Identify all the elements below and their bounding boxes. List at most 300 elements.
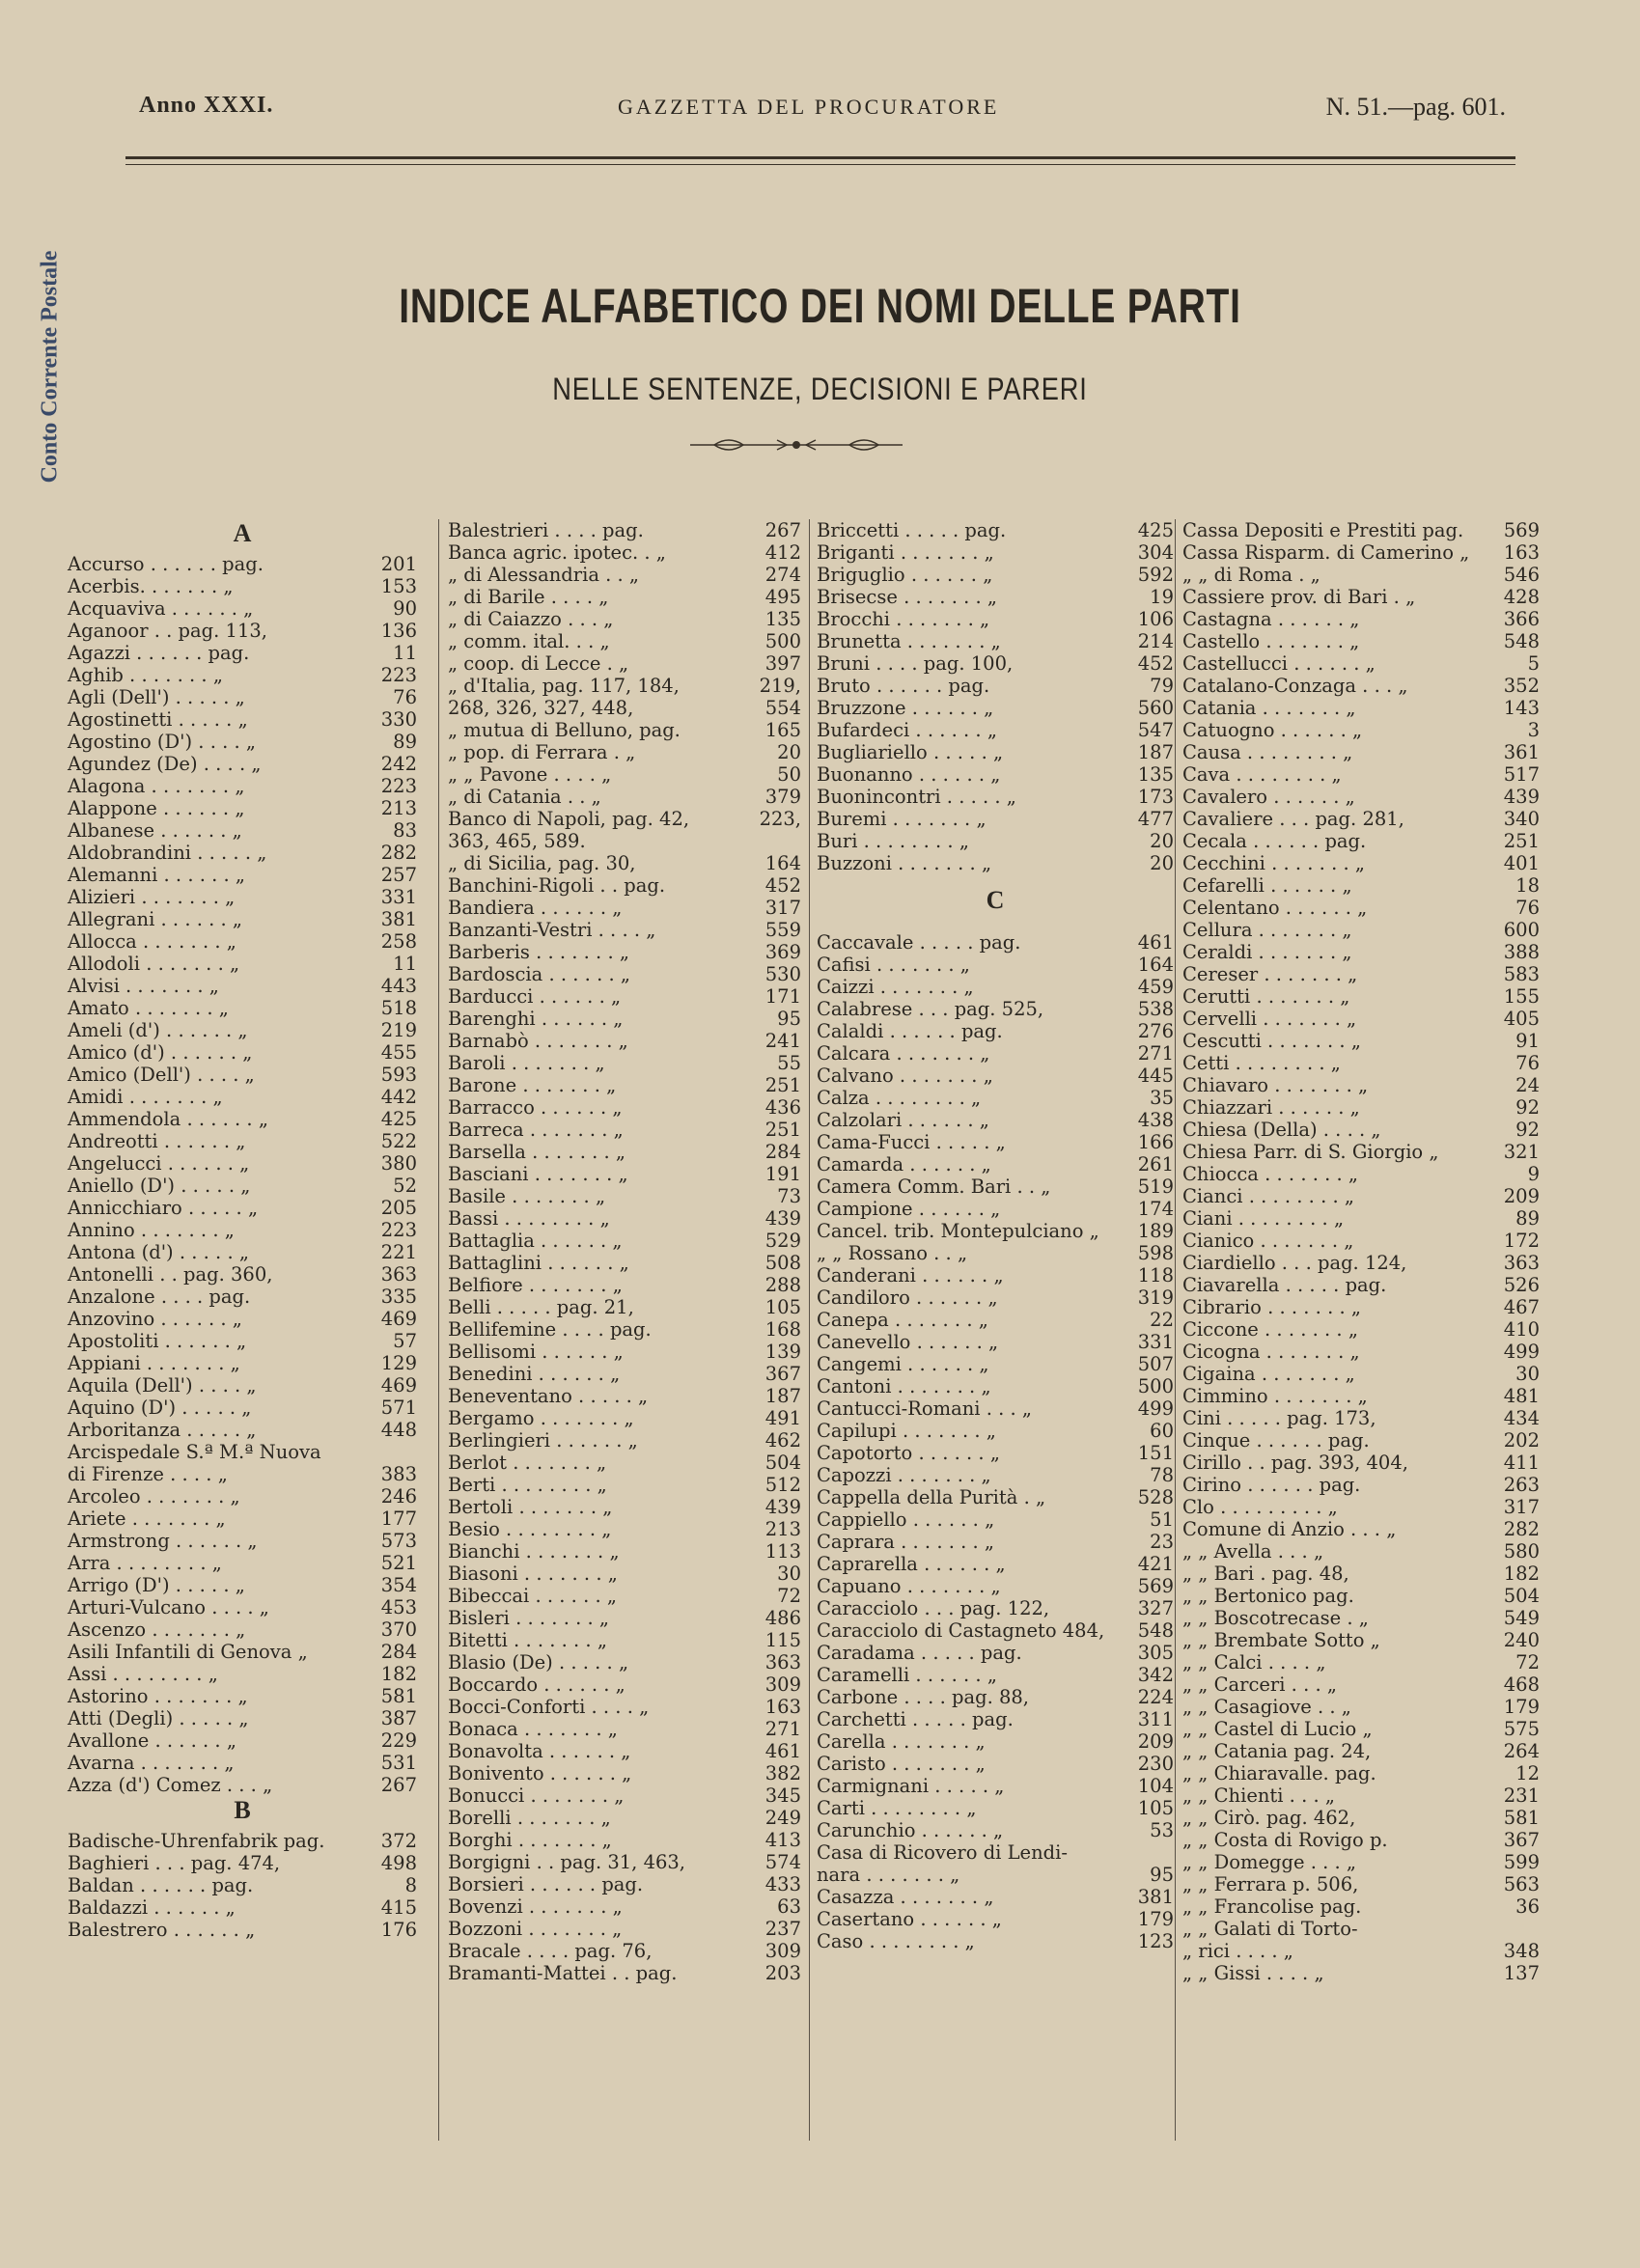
entry-name: Arturi-Vulcano . . . . „ bbox=[68, 1596, 269, 1618]
entry-page: 445 bbox=[1137, 1065, 1174, 1087]
index-entry bbox=[448, 1762, 801, 1784]
entry-page: 106 bbox=[1137, 608, 1174, 630]
entry-name: Baroli . . . . . . . „ bbox=[448, 1052, 605, 1074]
entry-page: 118 bbox=[1137, 1264, 1174, 1286]
entry-page: 166 bbox=[1137, 1131, 1174, 1153]
entry-page: 182 bbox=[380, 1663, 417, 1685]
index-entry bbox=[1182, 1119, 1540, 1141]
entry-name: Albanese . . . . . . „ bbox=[68, 819, 242, 842]
index-entry bbox=[448, 1807, 801, 1829]
entry-name: Calabrese . . . pag. 525, bbox=[817, 998, 1044, 1020]
entry-name: Ameli (d') . . . . . . „ bbox=[68, 1019, 248, 1041]
index-entry bbox=[68, 620, 417, 642]
entry-page: 129 bbox=[380, 1352, 417, 1374]
entry-name: Baldan . . . . . . pag. bbox=[68, 1874, 254, 1896]
entry-name: Arra . . . . . . . . „ bbox=[68, 1552, 222, 1574]
index-entry bbox=[817, 1597, 1174, 1619]
entry-name: „ „ Costa di Rovigo p. bbox=[1182, 1829, 1388, 1851]
entry-page: 139 bbox=[764, 1341, 801, 1363]
index-entry bbox=[817, 630, 1174, 652]
index-column-1 bbox=[68, 519, 417, 1941]
index-entry bbox=[1182, 519, 1540, 541]
index-entry bbox=[68, 1852, 417, 1874]
entry-name: Cianci . . . . . . . . „ bbox=[1182, 1185, 1354, 1207]
entry-name: Annino . . . . . . . „ bbox=[68, 1219, 235, 1241]
index-column-2 bbox=[448, 519, 801, 1984]
entry-name: Cerutti . . . . . . . „ bbox=[1182, 985, 1350, 1008]
entry-page: 559 bbox=[764, 919, 801, 941]
entry-page: 163 bbox=[1503, 541, 1540, 564]
entry-page: 187 bbox=[764, 1385, 801, 1407]
entry-name: Bozzoni . . . . . . . „ bbox=[448, 1918, 623, 1940]
index-entry bbox=[817, 1353, 1174, 1375]
entry-page: 547 bbox=[1137, 719, 1174, 741]
entry-page: 19 bbox=[1150, 586, 1174, 608]
entry-name: Capilupi . . . . . . . „ bbox=[817, 1420, 996, 1442]
index-entry bbox=[68, 797, 417, 819]
entry-page: 136 bbox=[380, 620, 417, 642]
entry-page: 366 bbox=[1503, 608, 1540, 630]
index-entry bbox=[817, 931, 1174, 954]
entry-name: Cirillo . . pag. 393, 404, bbox=[1182, 1452, 1408, 1474]
index-entry bbox=[68, 1308, 417, 1330]
index-entry bbox=[68, 553, 417, 575]
entry-name: Castagna . . . . . . „ bbox=[1182, 608, 1360, 630]
entry-page: 78 bbox=[1150, 1464, 1174, 1486]
entry-name: Allocca . . . . . . . „ bbox=[68, 930, 236, 953]
entry-page: 284 bbox=[380, 1641, 417, 1663]
index-entry bbox=[1182, 1563, 1540, 1585]
entry-page: 574 bbox=[764, 1851, 801, 1873]
entry-name: Baldazzi . . . . . . „ bbox=[68, 1896, 236, 1919]
index-entry bbox=[68, 997, 417, 1019]
entry-page: 381 bbox=[1137, 1886, 1174, 1908]
index-entry bbox=[1182, 675, 1540, 697]
entry-name: Ciardiello . . . pag. 124, bbox=[1182, 1252, 1407, 1274]
entry-name: Caramelli . . . . . . „ bbox=[817, 1664, 997, 1686]
entry-page: 538 bbox=[1137, 998, 1174, 1020]
entry-name: Ariete . . . . . . . „ bbox=[68, 1507, 226, 1530]
entry-name: „ „ Galati di Torto- bbox=[1182, 1918, 1358, 1940]
index-entry bbox=[817, 1309, 1174, 1331]
entry-name: Calaldi . . . . . . pag. bbox=[817, 1020, 1003, 1042]
entry-name: Cibrario . . . . . . . „ bbox=[1182, 1296, 1361, 1318]
entry-name: Camera Comm. Bari . . „ bbox=[817, 1175, 1051, 1198]
entry-page: 425 bbox=[1137, 519, 1174, 541]
index-entry bbox=[448, 874, 801, 897]
entry-name: Bardoscia . . . . . . „ bbox=[448, 963, 630, 985]
index-entry bbox=[448, 675, 801, 697]
entry-page: 569 bbox=[1137, 1575, 1174, 1597]
entry-name: Besio . . . . . . . . „ bbox=[448, 1518, 612, 1540]
index-entry bbox=[448, 1962, 801, 1984]
entry-name: Cassa Depositi e Prestiti pag. bbox=[1182, 519, 1464, 541]
index-entry bbox=[448, 985, 801, 1008]
entry-page: 495 bbox=[764, 586, 801, 608]
entry-page: 5 bbox=[1527, 652, 1540, 675]
entry-page: 105 bbox=[1137, 1797, 1174, 1819]
entry-name: Bruni . . . . pag. 100, bbox=[817, 652, 1014, 675]
index-entry bbox=[448, 1096, 801, 1119]
entry-name: „ pop. di Ferrara . „ bbox=[448, 741, 636, 763]
entry-page: 173 bbox=[1137, 786, 1174, 808]
entry-page: 363 bbox=[764, 1651, 801, 1673]
entry-page: 177 bbox=[380, 1507, 417, 1530]
entry-page: 554 bbox=[764, 697, 801, 719]
entry-page: 340 bbox=[1503, 808, 1540, 830]
index-entry bbox=[1182, 874, 1540, 897]
index-entry bbox=[68, 1919, 417, 1941]
index-entry bbox=[817, 1886, 1174, 1908]
entry-name: Briccetti . . . . . pag. bbox=[817, 519, 1007, 541]
entry-page: 168 bbox=[764, 1318, 801, 1341]
index-entry bbox=[817, 741, 1174, 763]
entry-page: 202 bbox=[1503, 1429, 1540, 1452]
entry-page: 518 bbox=[380, 997, 417, 1019]
entry-name: Armstrong . . . . . . „ bbox=[68, 1530, 258, 1552]
entry-name: Borsieri . . . . . . pag. bbox=[448, 1873, 644, 1895]
index-entry bbox=[1182, 1052, 1540, 1074]
entry-page: 352 bbox=[1503, 675, 1540, 697]
entry-name: Canevello . . . . . . „ bbox=[817, 1331, 999, 1353]
entry-name: Caso . . . . . . . . „ bbox=[817, 1930, 975, 1952]
index-entry bbox=[1182, 1385, 1540, 1407]
entry-page: 455 bbox=[380, 1041, 417, 1064]
entry-name: Bovenzi . . . . . . . „ bbox=[448, 1895, 623, 1918]
entry-name: Chiavaro . . . . . . . „ bbox=[1182, 1074, 1369, 1096]
entry-name: Amico (d') . . . . . . „ bbox=[68, 1041, 253, 1064]
entry-name: Agli (Dell') . . . . . „ bbox=[68, 686, 245, 708]
entry-name: Catania . . . . . . . „ bbox=[1182, 697, 1356, 719]
entry-name: Bocci-Conforti . . . . „ bbox=[448, 1696, 650, 1718]
index-entry bbox=[448, 1540, 801, 1563]
entry-name: Cantoni . . . . . . . „ bbox=[817, 1375, 991, 1397]
index-entry bbox=[448, 1318, 801, 1341]
entry-page: 182 bbox=[1503, 1563, 1540, 1585]
entry-name: Caprarella . . . . . . „ bbox=[817, 1553, 1006, 1575]
entry-name: Buremi . . . . . . . „ bbox=[817, 808, 987, 830]
index-entry bbox=[68, 686, 417, 708]
index-entry bbox=[68, 1729, 417, 1752]
entry-name: Assi . . . . . . . . „ bbox=[68, 1663, 218, 1685]
entry-page: 113 bbox=[764, 1540, 801, 1563]
entry-name: Casazza . . . . . . . „ bbox=[817, 1886, 994, 1908]
entry-name: Brisecse . . . . . . . „ bbox=[817, 586, 997, 608]
entry-page: 569 bbox=[1503, 519, 1540, 541]
index-entry bbox=[1182, 1629, 1540, 1651]
entry-page: 521 bbox=[380, 1552, 417, 1574]
header-journal-title: GAZZETTA DEL PROCURATORE bbox=[618, 95, 1000, 119]
entry-name: Bruzzone . . . . . . „ bbox=[817, 697, 994, 719]
entry-page: 499 bbox=[1503, 1341, 1540, 1363]
entry-name: Belfiore . . . . . . . „ bbox=[448, 1274, 623, 1296]
entry-page: 331 bbox=[380, 886, 417, 908]
entry-name: Alappone . . . . . . „ bbox=[68, 797, 245, 819]
entry-page: 461 bbox=[764, 1740, 801, 1762]
entry-page: 498 bbox=[380, 1852, 417, 1874]
entry-name: Biasoni . . . . . . . „ bbox=[448, 1563, 618, 1585]
index-column-3 bbox=[817, 519, 1174, 1952]
entry-page: 12 bbox=[1515, 1762, 1540, 1784]
entry-page: 401 bbox=[1503, 852, 1540, 874]
entry-page: 354 bbox=[380, 1574, 417, 1596]
index-entry bbox=[1182, 1540, 1540, 1563]
index-entry bbox=[68, 1685, 417, 1707]
entry-page: 317 bbox=[764, 897, 801, 919]
index-entry bbox=[817, 1642, 1174, 1664]
entry-page: 363 bbox=[380, 1263, 417, 1286]
entry-name: Angelucci . . . . . . „ bbox=[68, 1152, 250, 1175]
index-entry bbox=[68, 819, 417, 842]
index-entry bbox=[817, 1553, 1174, 1575]
entry-name: Carti . . . . . . . . „ bbox=[817, 1797, 977, 1819]
entry-name: Barberis . . . . . . . „ bbox=[448, 941, 629, 963]
entry-page: 230 bbox=[1137, 1753, 1174, 1775]
entry-name: Ciavarella . . . . . pag. bbox=[1182, 1274, 1387, 1296]
index-entry bbox=[817, 608, 1174, 630]
entry-name: Asili Infantili di Genova „ bbox=[68, 1641, 308, 1663]
entry-page: 135 bbox=[764, 608, 801, 630]
index-entry bbox=[68, 1197, 417, 1219]
entry-page: 522 bbox=[380, 1130, 417, 1152]
entry-name: Carbone . . . . pag. 88, bbox=[817, 1686, 1029, 1708]
entry-name: Causa . . . . . . . . „ bbox=[1182, 741, 1353, 763]
entry-name: Balestrero . . . . . . „ bbox=[68, 1919, 256, 1941]
entry-page: 348 bbox=[1503, 1940, 1540, 1962]
entry-name: Bonaca . . . . . . . „ bbox=[448, 1718, 618, 1740]
entry-name: Carchetti . . . . . pag. bbox=[817, 1708, 1014, 1730]
entry-name: Annicchiaro . . . . . „ bbox=[68, 1197, 259, 1219]
index-entry bbox=[1182, 1185, 1540, 1207]
entry-page: 438 bbox=[1137, 1109, 1174, 1131]
index-entry bbox=[817, 1331, 1174, 1353]
entry-name: Bugliariello . . . . . „ bbox=[817, 741, 1004, 763]
index-entry bbox=[68, 1352, 417, 1374]
index-entry bbox=[448, 852, 801, 874]
index-entry bbox=[68, 1896, 417, 1919]
entry-name: Catalano-Conzaga . . . „ bbox=[1182, 675, 1408, 697]
index-entry bbox=[68, 1552, 417, 1574]
entry-page: 592 bbox=[1137, 564, 1174, 586]
index-entry bbox=[448, 1629, 801, 1651]
entry-page: 219, bbox=[759, 675, 801, 697]
entry-page: 72 bbox=[777, 1585, 801, 1607]
entry-page: 381 bbox=[380, 908, 417, 930]
index-entry bbox=[448, 1563, 801, 1585]
entry-page: 174 bbox=[1137, 1198, 1174, 1220]
entry-name: Basile . . . . . . . „ bbox=[448, 1185, 606, 1207]
index-entry bbox=[1182, 1829, 1540, 1851]
entry-name: Avallone . . . . . . „ bbox=[68, 1729, 236, 1752]
entry-page: 30 bbox=[777, 1563, 801, 1585]
entry-page: 267 bbox=[380, 1774, 417, 1796]
index-entry bbox=[448, 1429, 801, 1452]
index-entry bbox=[1182, 1429, 1540, 1452]
entry-name: Banco di Napoli, pag. 42, bbox=[448, 808, 690, 830]
index-entry bbox=[68, 575, 417, 597]
entry-name: Castello . . . . . . . „ bbox=[1182, 630, 1360, 652]
entry-name: 268, 326, 327, 448, bbox=[448, 697, 634, 719]
index-entry bbox=[817, 719, 1174, 741]
header-year: Anno XXXI. bbox=[139, 93, 274, 118]
index-entry bbox=[448, 1274, 801, 1296]
entry-page: 258 bbox=[380, 930, 417, 953]
index-entry bbox=[1182, 1607, 1540, 1629]
column-separator bbox=[809, 519, 810, 2141]
entry-name: Balestrieri . . . . pag. bbox=[448, 519, 644, 541]
entry-name: Arcoleo . . . . . . . „ bbox=[68, 1485, 240, 1507]
entry-page: 428 bbox=[1503, 586, 1540, 608]
index-entry bbox=[448, 608, 801, 630]
entry-page: 213 bbox=[380, 797, 417, 819]
entry-name: Aganoor . . pag. 113, bbox=[68, 620, 267, 642]
entry-page: 367 bbox=[764, 1363, 801, 1385]
index-entry bbox=[448, 1895, 801, 1918]
entry-page: 369 bbox=[764, 941, 801, 963]
entry-name: „ „ Cirò. pag. 462, bbox=[1182, 1807, 1356, 1829]
index-entry bbox=[448, 1163, 801, 1185]
entry-name: Bonucci . . . . . . . „ bbox=[448, 1784, 625, 1807]
entry-name: Barracco . . . . . . „ bbox=[448, 1096, 623, 1119]
index-entry bbox=[68, 642, 417, 664]
entry-name: Barreca . . . . . . . „ bbox=[448, 1119, 624, 1141]
index-entry bbox=[68, 1752, 417, 1774]
entry-name: Bellisomi . . . . . . „ bbox=[448, 1341, 624, 1363]
entry-page: 504 bbox=[764, 1452, 801, 1474]
index-title: INDICE ALFABETICO DEI NOMI DELLE PARTI bbox=[399, 279, 1241, 333]
entry-page: 224 bbox=[1137, 1686, 1174, 1708]
entry-name: „ „ Chiaravalle. pag. bbox=[1182, 1762, 1376, 1784]
index-entry bbox=[817, 786, 1174, 808]
entry-name: „ „ Ferrara p. 506, bbox=[1182, 1873, 1359, 1895]
entry-name: Cavaliere . . . pag. 281, bbox=[1182, 808, 1404, 830]
index-entry bbox=[1182, 1962, 1540, 1984]
entry-name: Cavalero . . . . . . „ bbox=[1182, 786, 1355, 808]
entry-page: 519 bbox=[1137, 1175, 1174, 1198]
entry-name: Berlot . . . . . . . „ bbox=[448, 1452, 607, 1474]
header-rule-thick bbox=[125, 156, 1515, 159]
index-entry bbox=[1182, 1851, 1540, 1873]
entry-name: Allodoli . . . . . . . „ bbox=[68, 953, 240, 975]
entry-page: 83 bbox=[393, 819, 417, 842]
entry-name: „ „ Casagiove . . „ bbox=[1182, 1696, 1351, 1718]
entry-page: 213 bbox=[764, 1518, 801, 1540]
entry-name: Cappella della Purità . „ bbox=[817, 1486, 1046, 1508]
index-entry bbox=[68, 1441, 417, 1463]
index-entry bbox=[817, 1020, 1174, 1042]
index-entry bbox=[448, 1829, 801, 1851]
entry-name: Cimmino . . . . . . . „ bbox=[1182, 1385, 1368, 1407]
entry-name: „ di Caiazzo . . . „ bbox=[448, 608, 614, 630]
index-entry bbox=[817, 852, 1174, 874]
entry-page: 321 bbox=[1503, 1141, 1540, 1163]
index-entry bbox=[448, 1496, 801, 1518]
index-entry bbox=[1182, 608, 1540, 630]
entry-name: Cava . . . . . . . . „ bbox=[1182, 763, 1342, 786]
index-entry bbox=[68, 1086, 417, 1108]
entry-page: 251 bbox=[1503, 830, 1540, 852]
entry-name: Alemanni . . . . . . „ bbox=[68, 864, 246, 886]
entry-page: 23 bbox=[1150, 1531, 1174, 1553]
entry-name: Astorino . . . . . . . „ bbox=[68, 1685, 248, 1707]
index-entry bbox=[1182, 1030, 1540, 1052]
entry-name: Acquaviva . . . . . . „ bbox=[68, 597, 254, 620]
index-entry bbox=[1182, 1940, 1540, 1962]
entry-page: 251 bbox=[764, 1074, 801, 1096]
entry-page: 500 bbox=[764, 630, 801, 652]
entry-name: Bruto . . . . . . pag. bbox=[817, 675, 990, 697]
entry-name: Atti (Degli) . . . . . „ bbox=[68, 1707, 249, 1729]
index-entry bbox=[68, 975, 417, 997]
entry-page: 251 bbox=[764, 1119, 801, 1141]
entry-name: Caradama . . . . . pag. bbox=[817, 1642, 1022, 1664]
index-entry bbox=[68, 1130, 417, 1152]
entry-page: 55 bbox=[777, 1052, 801, 1074]
entry-name: Alvisi . . . . . . . „ bbox=[68, 975, 219, 997]
entry-name: Catuogno . . . . . . „ bbox=[1182, 719, 1363, 741]
index-entry bbox=[817, 1464, 1174, 1486]
index-entry bbox=[1182, 852, 1540, 874]
entry-page: 73 bbox=[777, 1185, 801, 1207]
entry-name: Agostino (D') . . . . „ bbox=[68, 731, 256, 753]
entry-name: Bibeccai . . . . . . „ bbox=[448, 1585, 617, 1607]
entry-name: Bonavolta . . . . . . „ bbox=[448, 1740, 631, 1762]
entry-page: 115 bbox=[764, 1629, 801, 1651]
index-entry bbox=[448, 1696, 801, 1718]
entry-page: 164 bbox=[764, 852, 801, 874]
index-entry bbox=[1182, 1363, 1540, 1385]
index-entry bbox=[448, 1518, 801, 1540]
index-entry bbox=[1182, 1696, 1540, 1718]
index-entry bbox=[448, 1474, 801, 1496]
section-letter: A bbox=[233, 519, 252, 547]
index-entry bbox=[448, 808, 801, 830]
entry-name: Barnabò . . . . . . . „ bbox=[448, 1030, 628, 1052]
entry-name: Bellifemine . . . . pag. bbox=[448, 1318, 652, 1341]
entry-name: Agundez (De) . . . . „ bbox=[68, 753, 262, 775]
entry-name: Caprara . . . . . . . „ bbox=[817, 1531, 995, 1553]
index-entry bbox=[448, 1341, 801, 1363]
entry-name: „ „ Francolise pag. bbox=[1182, 1895, 1362, 1918]
index-entry bbox=[68, 1641, 417, 1663]
index-entry bbox=[817, 1153, 1174, 1175]
entry-page: 517 bbox=[1503, 763, 1540, 786]
entry-name: Arboritanza . . . . . „ bbox=[68, 1419, 257, 1441]
entry-page: 284 bbox=[764, 1141, 801, 1163]
entry-page: 413 bbox=[764, 1829, 801, 1851]
index-entry bbox=[448, 1385, 801, 1407]
entry-name: di Firenze . . . . „ bbox=[68, 1463, 228, 1485]
index-entry bbox=[68, 1574, 417, 1596]
entry-page: 412 bbox=[764, 541, 801, 564]
entry-name: Agazzi . . . . . . pag. bbox=[68, 642, 250, 664]
entry-page: 72 bbox=[1515, 1651, 1540, 1673]
entry-name: „ di Sicilia, pag. 30, bbox=[448, 852, 636, 874]
index-entry bbox=[1182, 1807, 1540, 1829]
entry-page: 452 bbox=[764, 874, 801, 897]
entry-page: 598 bbox=[1137, 1242, 1174, 1264]
entry-page: 223, bbox=[759, 808, 801, 830]
entry-name: Cigaina . . . . . . . „ bbox=[1182, 1363, 1355, 1385]
index-entry bbox=[68, 775, 417, 797]
page-header bbox=[135, 93, 1506, 131]
entry-page: 421 bbox=[1137, 1553, 1174, 1575]
index-entry bbox=[448, 963, 801, 985]
entry-page: 155 bbox=[1503, 985, 1540, 1008]
entry-name: „ „ Domegge . . . „ bbox=[1182, 1851, 1357, 1873]
index-entry bbox=[68, 1507, 417, 1530]
entry-name: Caracciolo . . . pag. 122, bbox=[817, 1597, 1050, 1619]
